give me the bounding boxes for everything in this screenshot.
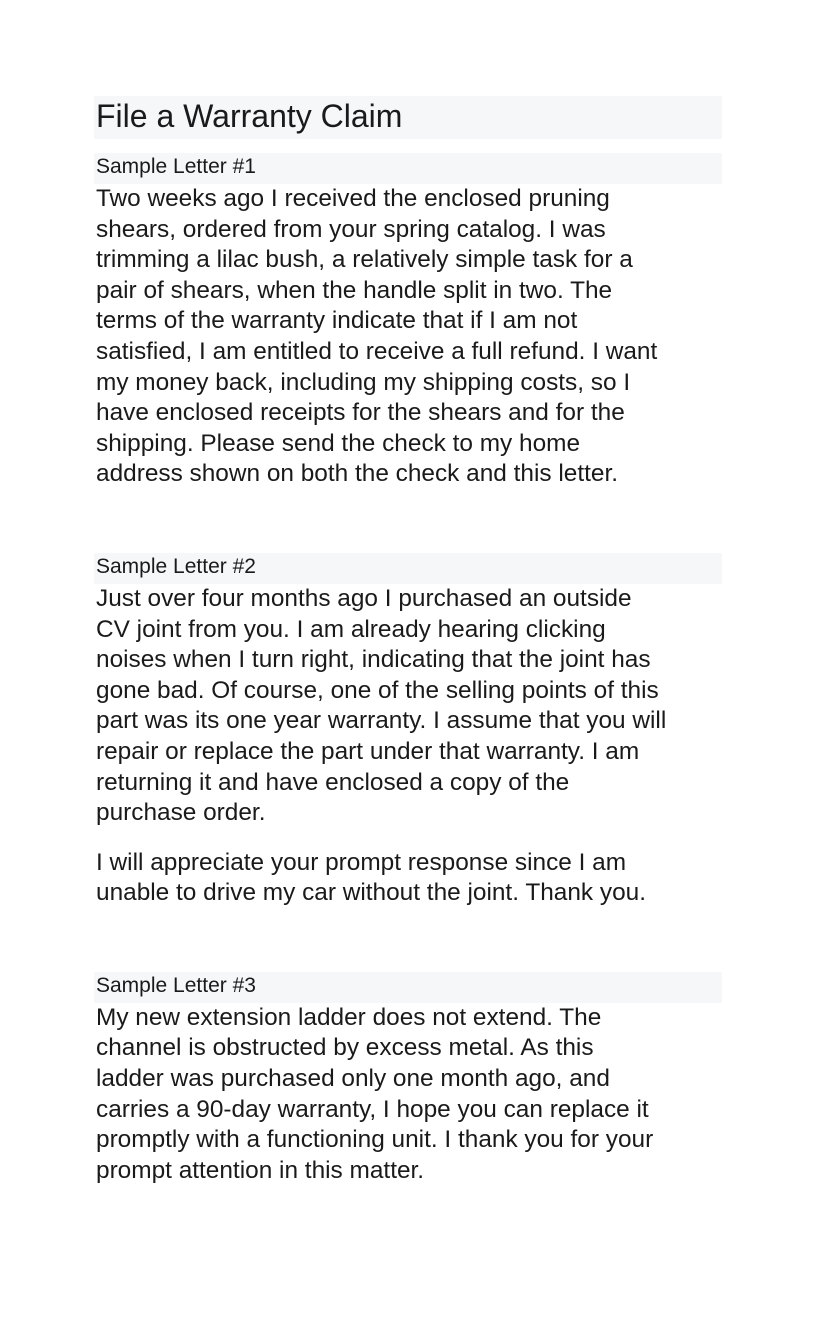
text-line: channel is obstructed by excess metal. As this [96, 1034, 594, 1062]
letter-section-1 [94, 153, 722, 490]
text-line: repair or replace the part under that warranty. I am [96, 737, 640, 765]
text-line: terms of the warranty indicate that if I am not [96, 307, 578, 335]
text-line: shears, ordered from your spring catalog. I was [96, 215, 606, 243]
letter-1-paragraph-1 [94, 184, 722, 490]
text-line: unable to drive my car without the joint. Thank you. [96, 879, 646, 907]
document-page [94, 96, 722, 1186]
text-line: purchase order. [96, 799, 266, 827]
text-line: carries a 90-day warranty, I hope you can replace it [96, 1095, 649, 1123]
text-line: My new extension ladder does not extend. The [96, 1003, 602, 1031]
text-line: I will appreciate your prompt response since I am [96, 848, 627, 876]
letter-2-paragraph-1 [94, 584, 722, 829]
text-line: have enclosed receipts for the shears and for the [96, 399, 625, 427]
section-heading-1: Sample Letter #1 [94, 153, 722, 184]
text-line: returning it and have enclosed a copy of the [96, 768, 570, 796]
letter-section-3 [94, 972, 722, 1187]
text-line: ladder was purchased only one month ago, and [96, 1065, 610, 1093]
text-line: trimming a lilac bush, a relatively simple task for a [96, 246, 633, 274]
text-line: Two weeks ago I received the enclosed pruning [96, 185, 610, 212]
text-line: prompt attention in this matter. [96, 1156, 425, 1184]
text-line: my money back, including my shipping costs, so I [96, 368, 631, 396]
section-heading-2: Sample Letter #2 [94, 553, 722, 584]
text-line: pair of shears, when the handle split in two. The [96, 276, 613, 304]
letter-3-paragraph-1 [94, 1003, 722, 1187]
page-title: File a Warranty Claim [94, 96, 722, 139]
text-line: promptly with a functioning unit. I thank you for your [96, 1126, 654, 1154]
text-line: gone bad. Of course, one of the selling points of this [96, 676, 659, 704]
section-heading-3: Sample Letter #3 [94, 972, 722, 1003]
text-line: shipping. Please send the check to my home [96, 429, 581, 457]
text-line: noises when I turn right, indicating that the joint has [96, 646, 651, 674]
text-line: part was its one year warranty. I assume that you will [96, 707, 667, 735]
letter-2-paragraph-2 [94, 848, 722, 909]
letter-section-2 [94, 553, 722, 909]
text-line: Just over four months ago I purchased an outside [96, 584, 632, 612]
text-line: address shown on both the check and this letter. [96, 460, 619, 488]
text-line: CV joint from you. I am already hearing clicking [96, 615, 606, 643]
text-line: satisfied, I am entitled to receive a full refund. I want [96, 337, 658, 365]
